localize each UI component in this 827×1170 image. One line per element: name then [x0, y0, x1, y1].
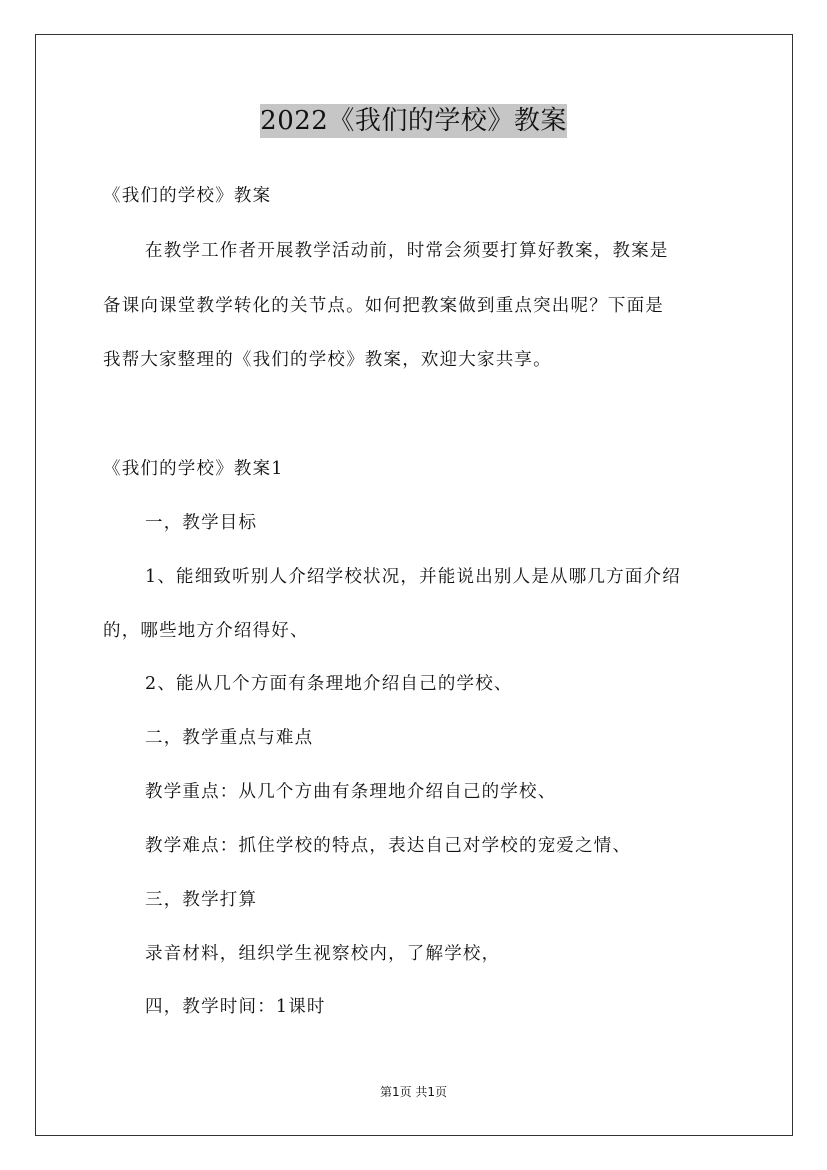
body-line: 的，哪些地方介绍得好、: [103, 621, 309, 641]
document-title-container: [0, 100, 827, 137]
body-line: 1、能细致听别人介绍学校状况，并能说出别人是从哪几方面介绍: [145, 567, 681, 587]
body-line: 教学难点：抓住学校的特点，表达自己对学校的宠爱之情、: [145, 836, 632, 856]
body-line: 四，教学时间：1课时: [145, 997, 326, 1017]
body-line: 录音材料，组织学生视察校内，了解学校，: [145, 944, 501, 964]
body-line: 教学重点：从几个方曲有条理地介绍自己的学校、: [145, 782, 557, 802]
body-line: 2、能从几个方面有条理地介绍自己的学校、: [145, 674, 513, 694]
intro-line: 备课向课堂教学转化的关节点。如何把教案做到重点突出呢？下面是: [103, 296, 664, 316]
section-heading: 《我们的学校》教案1: [103, 459, 284, 479]
intro-line: 我帮大家整理的《我们的学校》教案，欢迎大家共享。: [103, 350, 552, 370]
page-footer: [0, 1083, 827, 1100]
subtitle: 《我们的学校》教案: [103, 186, 272, 206]
body-line: 三，教学打算: [145, 890, 258, 910]
intro-line: 在教学工作者开展教学活动前，时常会须要打算好教案，教案是: [145, 241, 669, 261]
document-title: 2022《我们的学校》教案: [260, 106, 567, 136]
page-number: 第1页 共1页: [379, 1085, 448, 1099]
body-line: 一，教学目标: [145, 513, 258, 533]
body-line: 二，教学重点与难点: [145, 728, 314, 748]
